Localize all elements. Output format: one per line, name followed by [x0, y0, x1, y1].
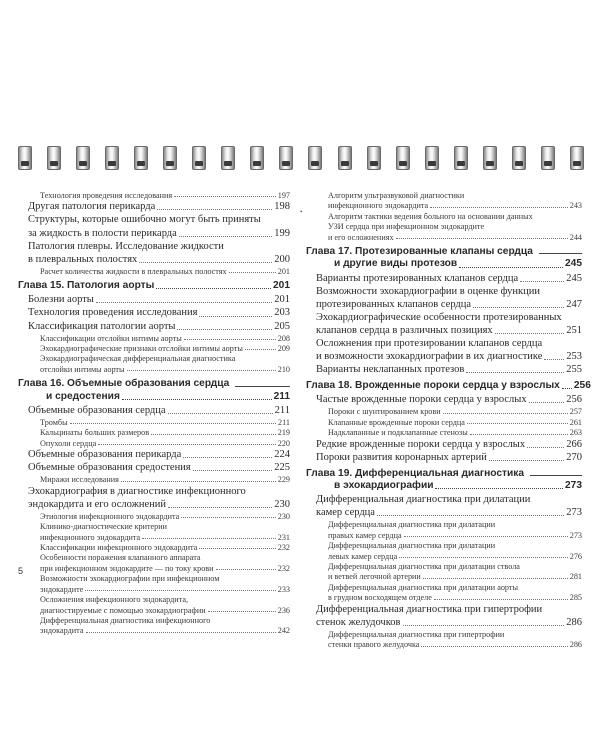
- chapter-15-items: [18, 294, 290, 374]
- spiral-ring: [425, 146, 439, 170]
- toc-entry-title: Редкие врожденные пороки сердца у взрослых: [316, 438, 526, 450]
- spiral-ring: [570, 146, 584, 170]
- spiral-ring: [47, 146, 61, 170]
- spiral-ring: [308, 146, 322, 170]
- toc-entry-title: Дифференциальная диагностика при дилатации ствола: [328, 562, 520, 572]
- toc-entry: [18, 344, 290, 353]
- toc-entry-page: 197: [277, 191, 290, 200]
- toc-entry: [18, 254, 290, 266]
- toc-entry-page: 233: [277, 584, 290, 594]
- toc-entry: [18, 574, 290, 583]
- spiral-ring: [279, 146, 293, 170]
- leader-dots: [139, 262, 272, 263]
- toc-entry-page: 261: [569, 417, 582, 427]
- toc-entry-title: Дифференциальная диагностика при дилатации: [328, 520, 496, 530]
- leader-dots: [174, 196, 276, 197]
- leader-dots: [404, 536, 568, 537]
- toc-entry-title: Возможности эхокардиографии при инфекционном: [40, 574, 220, 584]
- toc-entry-title: камер сердца: [316, 507, 375, 519]
- toc-entry-page: 203: [274, 307, 290, 319]
- toc-entry-page: 224: [274, 449, 290, 461]
- toc-entry: [18, 553, 290, 562]
- chapter-18-heading: [306, 380, 591, 392]
- toc-entry-title: Объемные образования средостения: [28, 462, 191, 474]
- toc-entry: [18, 606, 290, 615]
- toc-entry: [306, 325, 582, 337]
- toc-entry-title: Дифференциальная диагностика при дилатации аорты: [328, 582, 518, 592]
- leader-dots: [495, 333, 565, 334]
- toc-entry-title: и ветвей легочной артерии: [328, 572, 421, 582]
- toc-entry: [306, 222, 582, 231]
- chapter-17-items: [306, 273, 582, 377]
- toc-entry-title: Эхокардиографические особенности протезированных: [316, 311, 562, 323]
- toc-entry-page: 263: [569, 428, 582, 438]
- spiral-ring: [134, 146, 148, 170]
- leader-dots: [443, 413, 568, 414]
- toc-entry-page: 231: [277, 532, 290, 542]
- toc-entry: [18, 228, 290, 240]
- toc-entry: [18, 405, 290, 417]
- leader-dots: [70, 423, 276, 424]
- toc-entry: [306, 338, 582, 350]
- toc-entry-title: Объемные образования перикарда: [28, 449, 182, 461]
- chapter-19-heading: [306, 468, 582, 492]
- toc-entry: [18, 428, 290, 437]
- toc-entry: [18, 486, 290, 498]
- chapter-19-title-line2: в эхокардиографии: [334, 480, 434, 491]
- toc-entry-page: 244: [569, 232, 582, 242]
- toc-entry: [306, 299, 582, 311]
- leader-dots: [377, 515, 564, 516]
- toc-entry-title: инфекционного эндокардита: [328, 201, 429, 211]
- spiral-ring: [105, 146, 119, 170]
- toc-entry-title: в грудном восходящем отделе: [328, 593, 432, 603]
- toc-entry: [18, 307, 290, 319]
- leader-dots: [151, 434, 276, 435]
- spiral-ring: [250, 146, 264, 170]
- toc-entry-page: 273: [566, 507, 582, 519]
- toc-entry: [18, 533, 290, 542]
- toc-entry-title: Технология проведения исследования: [28, 307, 198, 319]
- toc-entry-title: отслойки интимы аорты: [40, 364, 125, 374]
- toc-entry-title: Пороки с шунтированием крови: [328, 407, 441, 417]
- toc-entry-title: Классификация патологии аорты: [28, 320, 176, 332]
- toc-entry-title: Дифференциальная диагностика при гипертрофии: [328, 629, 505, 639]
- toc-entry-title: клапанов сердца в различных позициях: [316, 324, 493, 336]
- toc-entry-title: Структуры, которые ошибочно могут быть приняты: [28, 214, 261, 226]
- toc-entry-title: диагностируемые с помощью эхокардиографии: [40, 605, 206, 615]
- toc-entry-title: протезированных клапанов сердца: [316, 298, 472, 310]
- chapter-19-items: [306, 494, 582, 649]
- chapter-18-items: [306, 394, 582, 463]
- toc-entry: [306, 583, 582, 592]
- toc-entry-page: 205: [274, 320, 290, 332]
- leader-dots: [96, 302, 272, 303]
- leader-dots: [199, 316, 272, 317]
- toc-entry-title: Болезни аорты: [28, 294, 94, 306]
- toc-entry-title: стенки правого желудочка: [328, 640, 420, 650]
- toc-entry-page: 257: [569, 407, 582, 417]
- leader-dots: [527, 447, 564, 448]
- leader-dots: [179, 236, 272, 237]
- toc-entry-title: Дифференциальная диагностика при дилатации: [328, 541, 496, 551]
- chapter-16-heading: [18, 378, 290, 402]
- toc-entry-page: 245: [566, 272, 582, 284]
- toc-entry-title: Другая патология перикарда: [28, 201, 156, 213]
- toc-entry: [18, 241, 290, 253]
- toc-entry-title: Пороки развития коронарных артерий: [316, 451, 487, 463]
- toc-entry-title: Тромбы: [40, 417, 68, 427]
- leader-dots: [183, 457, 272, 458]
- toc-entry-title: УЗИ сердца при инфекционном эндокардите: [328, 222, 485, 232]
- toc-entry: [18, 499, 290, 511]
- toc-entry: [18, 439, 290, 448]
- leader-dots: [421, 646, 567, 647]
- chapter-17-title-line1: Глава 17. Протезированные клапаны сердца: [306, 246, 533, 258]
- toc-entry-page: 230: [274, 498, 290, 510]
- chapter-17-title-line2: и другие виды протезов: [334, 258, 458, 270]
- leader-dots: [434, 599, 568, 600]
- leader-dots: [177, 329, 272, 330]
- toc-entry-page: 209: [277, 344, 290, 353]
- toc-entry-title: Алгоритм ультразвуковой диагностики: [328, 191, 465, 200]
- spiral-ring: [18, 146, 32, 170]
- page-number: 5: [18, 566, 24, 576]
- chapter-19-page: 273: [565, 480, 582, 491]
- chapter-17-heading: [306, 246, 582, 270]
- toc-entry-title: Осложнения инфекционного эндокардита,: [40, 595, 188, 605]
- toc-entry-page: 200: [274, 253, 290, 265]
- toc-entry: [306, 286, 582, 298]
- toc-entry-title: Надклапанные и подклапанные стенозы: [328, 428, 468, 438]
- toc-entry: [306, 394, 582, 406]
- leader-dots: [216, 569, 276, 570]
- toc-entry-page: 251: [566, 324, 582, 336]
- toc-entry-title: Дифференциальная диагностика при гипертрофии: [316, 603, 543, 615]
- chapter-16-items: [18, 405, 290, 636]
- leader-dots: [430, 207, 568, 208]
- toc-entry-title: левых камер сердца: [328, 551, 398, 561]
- toc-entry: [306, 439, 582, 451]
- toc-entry: [306, 520, 582, 529]
- toc-entry-page: 270: [566, 451, 582, 463]
- chapter-15-page: 201: [273, 280, 290, 292]
- toc-entry: [18, 449, 290, 461]
- leader-dots: [529, 402, 565, 403]
- toc-entry: [306, 201, 582, 210]
- toc-entry: [306, 541, 582, 550]
- chapter-19-title-line1: Глава 19. Дифференциальная диагностика: [306, 467, 525, 479]
- spiral-ring: [338, 146, 352, 170]
- leader-dots: [121, 481, 276, 482]
- toc-entry: [306, 572, 582, 581]
- toc-entry: [306, 428, 582, 437]
- toc-entry-page: 273: [569, 530, 582, 540]
- toc-entry: [18, 626, 290, 635]
- chapter-16-title-line2: и средостения: [46, 390, 120, 402]
- chapter-15-title: Глава 15. Патология аорты: [18, 280, 155, 292]
- toc-entry-title: Объемные образования сердца: [28, 404, 166, 416]
- leader-dots: [184, 339, 276, 340]
- toc-entry-title: Эхокардиография в диагностике инфекционного: [28, 485, 246, 497]
- toc-entry: [18, 543, 290, 552]
- toc-entry: [306, 407, 582, 416]
- leader-dots: [466, 372, 564, 373]
- chapter-18-title: Глава 18. Врожденные пороки сердца у взрослых: [306, 380, 560, 392]
- leader-dots: [489, 460, 564, 461]
- toc-entry-title: Клапанные врожденные пороки сердца: [328, 417, 465, 427]
- toc-entry-title: Эхокардиографические признаки отслойки интимы аорты: [40, 344, 243, 353]
- spiral-ring: [512, 146, 526, 170]
- toc-entry-page: 229: [277, 475, 290, 485]
- toc-entry-title: эндокардите: [40, 584, 84, 594]
- toc-entry: [306, 273, 582, 285]
- toc-entry-title: Кальцинаты больших размеров: [40, 428, 150, 438]
- spiral-ring: [192, 146, 206, 170]
- leader-dots: [168, 413, 273, 414]
- toc-entry: [18, 191, 290, 200]
- toc-entry: [306, 452, 582, 464]
- toc-entry: [18, 475, 290, 484]
- toc-entry-page: 253: [566, 350, 582, 362]
- toc-entry-title: Опухоли сердца: [40, 438, 97, 448]
- leader-dots: [199, 548, 275, 549]
- leader-dots: [520, 281, 564, 282]
- toc-entry: [18, 564, 290, 573]
- leader-dots: [473, 307, 564, 308]
- toc-entry-page: 198: [274, 201, 290, 213]
- toc-entry-title: Частые врожденные пороки сердца у взрослых: [316, 394, 527, 406]
- spiral-ring: [454, 146, 468, 170]
- toc-entry-page: 219: [277, 428, 290, 438]
- toc-entry: [306, 531, 582, 540]
- toc-entry: [18, 595, 290, 604]
- spiral-ring: [163, 146, 177, 170]
- leader-dots: [467, 423, 568, 424]
- toc-entry: [306, 364, 582, 376]
- toc-entry-page: 256: [566, 394, 582, 406]
- toc-entry-page: 232: [277, 563, 290, 573]
- toc-entry: [306, 552, 582, 561]
- chapter-15-heading: [18, 280, 290, 292]
- toc-entry-title: Варианты протезированных клапанов сердца: [316, 272, 519, 284]
- toc-entry-page: 230: [277, 511, 290, 521]
- chapter-16-page: 211: [273, 390, 290, 402]
- leader-dots: [142, 538, 276, 539]
- toc-entry: [306, 494, 582, 506]
- spiral-ring: [541, 146, 555, 170]
- toc-entry-title: Особенности поражения клапанного аппарата: [40, 553, 201, 563]
- toc-entry-title: в плевральных полостях: [28, 253, 138, 265]
- toc-entry-title: Технология проведения исследования: [40, 191, 173, 200]
- spiral-ring: [76, 146, 90, 170]
- toc-entry-title: и его осложнениях: [328, 232, 394, 242]
- toc-entry-title: Патология плевры. Исследование жидкости: [28, 240, 224, 252]
- toc-entry: [306, 233, 582, 242]
- toc-entry: [18, 418, 290, 427]
- leader-dots: [245, 349, 276, 350]
- toc-entry-title: Миражи исследования: [40, 475, 119, 485]
- toc-entry-page: 285: [569, 593, 582, 603]
- toc-entry: [306, 640, 582, 649]
- toc-entry-page: 211: [274, 404, 290, 416]
- spiral-ring: [367, 146, 381, 170]
- toc-entry-page: 220: [277, 438, 290, 448]
- chapter-17-page: 245: [565, 258, 582, 270]
- toc-entry-page: 286: [566, 616, 582, 628]
- toc-entry: [306, 312, 582, 324]
- spiral-ring: [221, 146, 235, 170]
- toc-entry: [306, 593, 582, 602]
- toc-entry-page: 247: [566, 298, 582, 310]
- toc-entry-title: инфекционного эндокардита: [40, 532, 141, 542]
- leader-dots: [423, 578, 568, 579]
- toc-entry-title: Расчет количества жидкости в плевральных полостях: [40, 266, 227, 276]
- toc-entry-title: Клинико-диагностические критерии: [40, 522, 168, 532]
- toc-entry-page: 242: [277, 626, 290, 636]
- toc-entry-title: Этиология инфекционного эндокардита: [40, 511, 180, 521]
- toc-entry-page: 211: [278, 417, 290, 427]
- toc-entry: [18, 512, 290, 521]
- toc-entry: [306, 630, 582, 639]
- toc-entry-title: Алгоритм тактики ведения больного на основании данных: [328, 211, 533, 221]
- toc-entry-page: 210: [277, 364, 290, 374]
- chapter-18-page: 256: [573, 380, 591, 392]
- toc-entry: [18, 294, 290, 306]
- toc-entry: [18, 267, 290, 276]
- toc-entry-title: Возможности эхокардиографии в оценке функции: [316, 285, 540, 297]
- leader-dots: [98, 444, 276, 445]
- toc-entry-page: 243: [569, 201, 582, 211]
- toc-entry-page: 208: [277, 333, 290, 343]
- leader-dots: [85, 590, 275, 591]
- spiral-binding: [18, 146, 584, 172]
- toc-entry-title: правых камер сердца: [328, 530, 402, 540]
- toc-entry: [18, 462, 290, 474]
- leader-dots: [127, 370, 276, 371]
- leader-dots: [181, 517, 275, 518]
- toc-entry-title: стенок желудочков: [316, 616, 401, 628]
- toc-entry: [18, 585, 290, 594]
- toc-right-column: [306, 190, 591, 651]
- toc-entry: [18, 365, 290, 374]
- toc-entry: [18, 616, 290, 625]
- toc-entry: [18, 321, 290, 333]
- toc-entry-page: 286: [569, 640, 582, 650]
- toc-entry: [18, 522, 290, 531]
- toc-entry-page: 199: [274, 227, 290, 239]
- leader-dots: [544, 359, 564, 360]
- toc-entry: [306, 604, 582, 616]
- leader-dots: [403, 625, 565, 626]
- leader-dots: [396, 238, 568, 239]
- toc-entry-page: 201: [274, 294, 290, 306]
- right-pre-list: [306, 191, 582, 242]
- leader-dots: [168, 507, 272, 508]
- toc-entry: [306, 212, 582, 221]
- toc-entry-page: 281: [569, 572, 582, 582]
- spiral-ring: [483, 146, 497, 170]
- chapter-16-title-line1: Глава 16. Объемные образования сердца: [18, 378, 230, 390]
- toc-entry-title: при инфекционном эндокардите — по току крови: [40, 563, 214, 573]
- toc-left-column: [18, 190, 290, 637]
- leader-dots: [208, 611, 276, 612]
- toc-entry-title: за жидкость в полости перикарда: [28, 227, 177, 239]
- leader-dots: [470, 434, 568, 435]
- toc-entry-title: и возможности эхокардиографии в их диагностике: [316, 350, 543, 362]
- toc-entry-title: Классификации инфекционного эндокардита: [40, 543, 198, 552]
- leader-dots: [229, 272, 276, 273]
- toc-entry-title: Варианты неклапанных протезов: [316, 364, 465, 376]
- toc-entry: [306, 507, 582, 519]
- toc-entry-title: Классификации отслойки интимы аорты: [40, 333, 182, 343]
- toc-entry-title: Дифференциальная диагностика при дилатации: [316, 494, 531, 506]
- leader-dots: [86, 632, 276, 633]
- spiral-ring: [396, 146, 410, 170]
- toc-entry-page: 201: [277, 266, 290, 276]
- leader-dots: [399, 557, 568, 558]
- toc-entry: [18, 334, 290, 343]
- toc-entry-page: 232: [277, 543, 290, 552]
- toc-entry-title: Эхокардиографическая дифференциальная диагностика: [40, 354, 236, 364]
- margin-mark: •: [300, 208, 303, 216]
- toc-entry-page: 236: [277, 605, 290, 615]
- toc-entry: [18, 201, 290, 213]
- toc-entry-page: 276: [569, 551, 582, 561]
- toc-entry-title: эндокардита и его осложнений: [28, 498, 167, 510]
- toc-entry-page: 266: [566, 438, 582, 450]
- leader-dots: [193, 470, 273, 471]
- toc-entry-page: 225: [274, 462, 290, 474]
- toc-entry-title: Дифференциальная диагностика инфекционного: [40, 615, 211, 625]
- toc-entry-title: эндокардита: [40, 626, 84, 636]
- toc-entry: [306, 191, 582, 200]
- toc-entry: [18, 354, 290, 363]
- toc-entry: [306, 617, 582, 629]
- toc-entry: [18, 214, 290, 226]
- toc-entry: [306, 351, 582, 363]
- left-pre-list: [18, 191, 290, 276]
- leader-dots: [157, 209, 272, 210]
- toc-entry: [306, 562, 582, 571]
- toc-entry: [306, 418, 582, 427]
- toc-entry-page: 255: [566, 364, 582, 376]
- toc-entry-title: Осложнения при протезировании клапанов сердца: [316, 337, 543, 349]
